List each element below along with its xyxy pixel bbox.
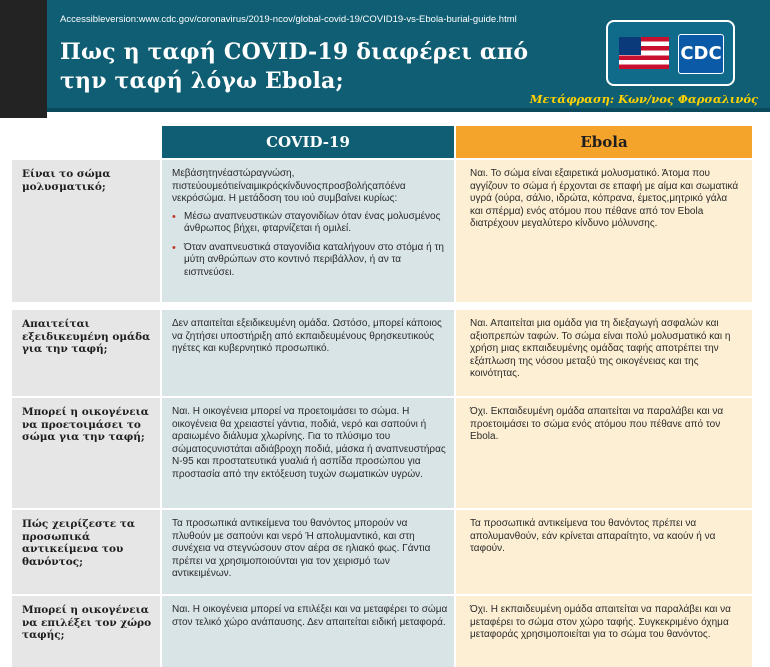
page-title: Πως η ταφή COVID-19 διαφέρει από την ταφή λόγω Ebola; [60, 39, 529, 94]
covid-cell [162, 510, 454, 594]
covid-text: Ναι. Η οικογένεια μπορεί να προετοιμάσει το σώμα. Η οικογένεια θα χρειαστεί γάντια, ποδιά, νερό και σαπούνι ή αραιωμένο διάλυμα χλωρίνης. Για το πλύσιμο του σώματοςυνιστάται αδιάβροχη ποδιά, μάσκα ή αναπνευστήρας N-95 και προστατευτικά γυαλιά ή ασπίδα προσώπου για προστασία από την εκτόξευση τυχών σωματικών υγρών. [172, 406, 446, 480]
table-row [12, 596, 752, 667]
ebola-cell [456, 596, 752, 667]
covid-text: Τα προσωπικά αντικείμενα του θανόντος μπορούν να πλυθούν με σαπούνι και νερό Ή απολυμαντικό, και στη συνέχεια να στεγνώσουν στον αέρα σε ηλιακό φως. Γάντια πρέπει να χρησιμοποιούνται για τον χειρισμό των αντικειμένων. [172, 518, 431, 579]
covid-cell [162, 160, 454, 302]
ebola-cell [456, 510, 752, 594]
header-divider [47, 108, 770, 112]
cdc-logo-icon: CDC [678, 34, 724, 74]
question-cell [12, 310, 160, 396]
covid-cell [162, 310, 454, 396]
covid-cell [162, 398, 454, 508]
covid-bullet-list [172, 211, 448, 280]
question-cell [12, 510, 160, 594]
ebola-text: Τα προσωπικά αντικείμενα του θανόντος πρέπει να απολυμανθούν, εάν κρίνεται απαραίτητο, να καούν ή να ταφούν. [470, 518, 716, 554]
translation-credit: Μετάφραση: Κων/νος Φαρσαλινός [529, 92, 758, 106]
ebola-text: Ναι. Το σώμα είναι εξαιρετικά μολυσματικό. Άτομα που αγγίζουν το σώμα ή έρχονται σε επαφή με αίμα και σωματικά υγρά (ούρα, σάλιο, ιδρώτα, κόπρανα, έμετος,μητρικό γάλα και σπέρμα) ενός ατόμου που πέθανε από τον Ebola διατρέχουν μεγαλύτερο κίνδυνο μόλυνσης. [470, 168, 739, 229]
table-row [12, 310, 752, 396]
covid-text [172, 168, 448, 285]
bullet-text: Μέσω αναπνευστικών σταγονιδίων όταν ένας μολυσμένος άνθρωπος βήχει, φταρνίζεται ή ομιλεί. [184, 210, 441, 234]
covid-text: Ναι. Η οικογένεια μπορεί να επιλέξει και να μεταφέρει το σώμα στον τελικό χώρο ανάπαυσης. Δεν απαιτείται ειδική μεταφορά. [172, 604, 448, 628]
table-row [12, 510, 752, 594]
ebola-cell [456, 160, 752, 302]
bullet-text: Όταν αναπνευστικά σταγονίδια καταλήγουν στο στόμα ή τη μύτη ανθρώπων στο κοντινό περιβάλλον, ή αν τα εισπνεύσει. [184, 241, 444, 278]
question-text: Μπορεί η οικογένεια να επιλέξει τον χώρο ταφής; [22, 604, 152, 641]
question-cell [12, 160, 160, 302]
list-item [172, 211, 448, 236]
us-flag-icon [619, 37, 669, 69]
flag-canton [619, 37, 641, 55]
ebola-text: Όχι. Εκπαιδευμένη ομάδα απαιτείται να παραλάβει και να προετοιμάσει το σώμα ενός ατόμου που πέθανε από τον Ebola. [470, 406, 724, 442]
source-url[interactable]: Accessibleversion:www.cdc.gov/coronavirus/2019-ncov/global-covid-19/COVID19-vs-Ebola-burial-guide.html [60, 14, 517, 25]
covid-text: Δεν απαιτείται εξειδικευμένη ομάδα. Ωστόσο, μπορεί κάποιος να ζητήσει υποστήριξη από εκπαιδευμένους θρησκευτικούς ηγέτες και κυβερνητικό προσωπικό. [172, 318, 442, 354]
question-text: Μπορεί η οικογένεια να προετοιμάσει το σώμα για την ταφή; [22, 406, 149, 443]
covid-text-intro: Μεβάσητηνέαστώραγνώση, πιστεύουμεότιείναιμικρόςκίνδυνοςπροσβολήςαπόένα νεκρόσώμα. Η μετάδοση του ιού συμβαίνει κυρίως: [172, 168, 406, 204]
ebola-text: Ναι. Απαιτείται μια ομάδα για τη διεξαγωγή ασφαλών και αξιοπρεπών ταφών. Το σώμα είναι πολύ μολυσματικό και η χρήση μιας εκπαιδευμένης ομάδας ταφής αποτρέπει την εξάπλωση της νόσου μεταξύ της οικογένειας και της κοινότητας. [470, 318, 731, 379]
question-cell [12, 596, 160, 667]
ebola-text: Όχι. Η εκπαιδευμένη ομάδα απαιτείται να παραλάβει και να μεταφέρει το σώμα στον χώρο ταφής. Συγκεκριμένο όχημα μεταφοράς χρησιμοποιείται για το σώμα του θανόντος. [470, 604, 731, 640]
cdc-logo-box [606, 20, 735, 86]
covid-cell [162, 596, 454, 667]
question-text: Πώς χειρίζεστε τα προσωπικά αντικείμενα του θανόντος; [22, 518, 135, 568]
ebola-cell [456, 398, 752, 508]
question-cell [12, 398, 160, 508]
table-row [12, 160, 752, 302]
question-text: Είναι το σώμα μολυσματικό; [22, 168, 111, 193]
question-text: Απαιτείται εξειδικευμένη ομάδα για την ταφή; [22, 318, 151, 355]
bullet-icon: • [172, 210, 176, 223]
list-item [172, 242, 448, 280]
column-header-covid: COVID-19 [162, 126, 454, 158]
header-dark-bar [0, 0, 47, 118]
ebola-cell [456, 310, 752, 396]
table-row [12, 398, 752, 508]
bullet-icon: • [172, 241, 176, 254]
column-header-ebola: Ebola [456, 126, 752, 158]
